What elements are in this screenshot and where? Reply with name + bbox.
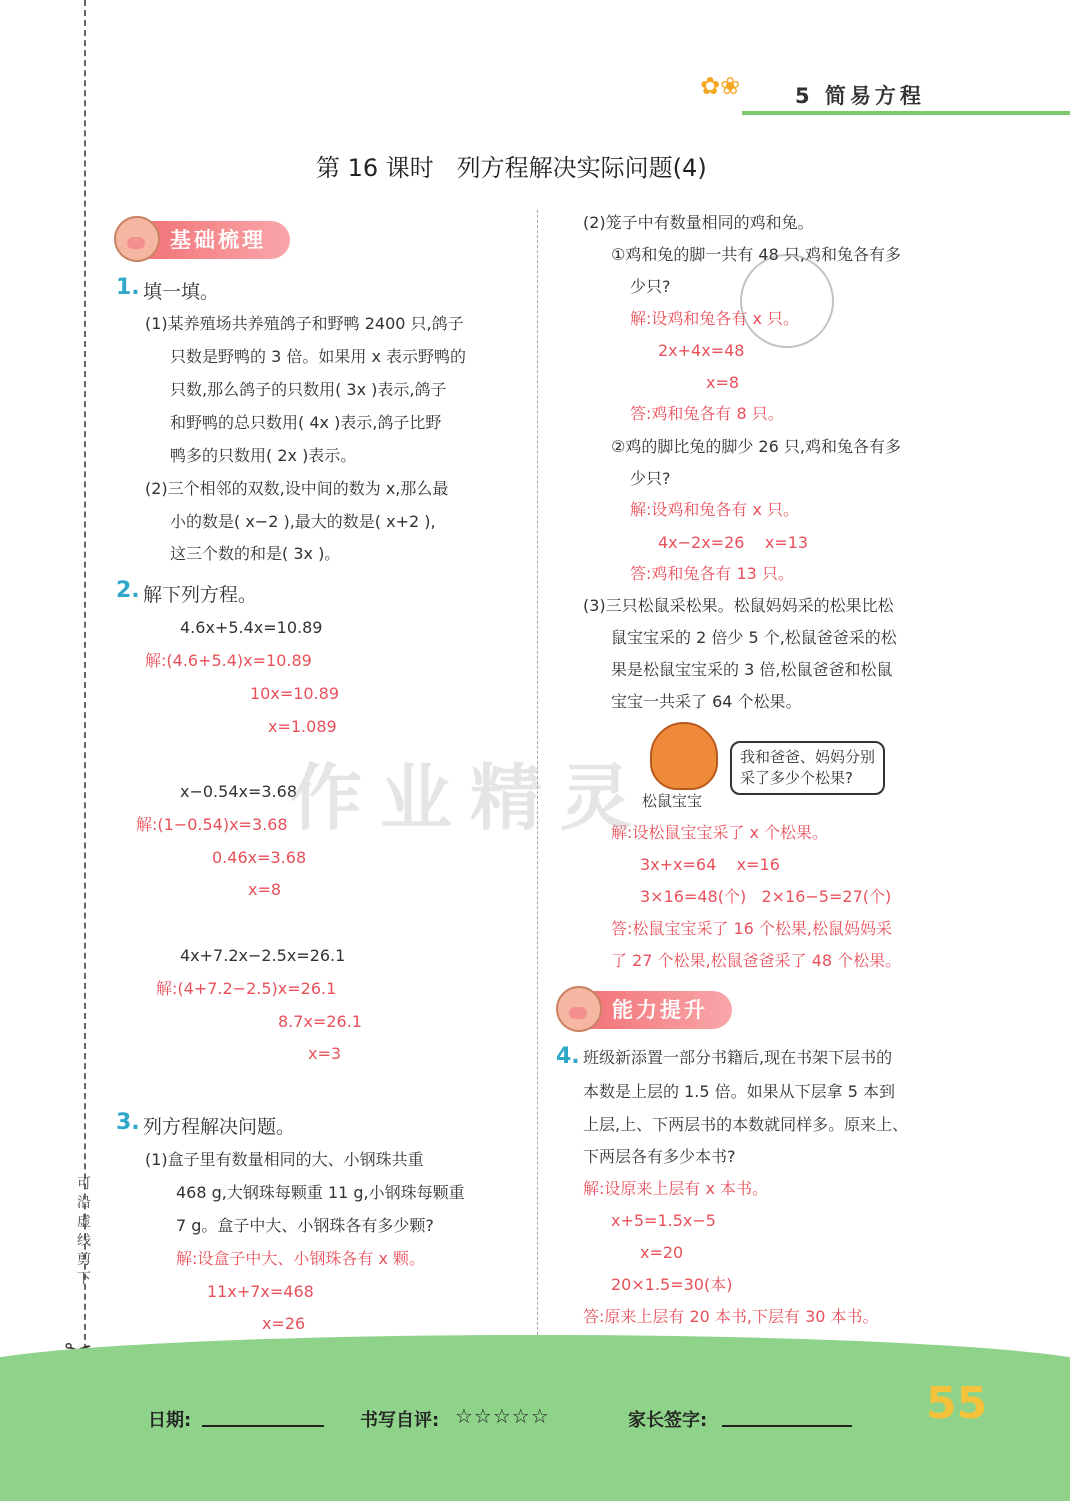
solution-step: 解:设盒子中大、小钢珠各有 x 颗。 — [176, 1249, 426, 1268]
q3-title: 列方程解决问题。 — [143, 1116, 296, 1138]
solution-step: 3×16=48(个) 2×16−5=27(个) — [640, 887, 892, 906]
q4-text: 班级新添置一部分书籍后,现在书架下层书的 — [583, 1048, 893, 1067]
q3-number: 3. — [116, 1110, 140, 1135]
solution-step: x=8 — [248, 880, 282, 899]
header-rule — [742, 111, 1070, 115]
solution-step: 20×1.5=30(本) — [611, 1275, 733, 1294]
q4-text: 下两层各有多少本书? — [583, 1147, 736, 1166]
page-number: 55 — [926, 1378, 988, 1429]
solution-step: 解:设原来上层有 x 本书。 — [583, 1179, 769, 1198]
equation: x−0.54x=3.68 — [180, 782, 297, 801]
q3-text: (2)笼子中有数量相同的鸡和兔。 — [583, 213, 814, 232]
section-advance: 能力提升 — [560, 991, 732, 1029]
q1-line: (2)三个相邻的双数,设中间的数为 x,那么最 — [145, 479, 449, 498]
solution-step: 10x=10.89 — [250, 684, 340, 703]
q4-text: 上层,上、下两层书的本数就同样多。原来上、 — [583, 1115, 909, 1134]
solution-step: 3x+x=64 x=16 — [640, 855, 780, 874]
solution-step: 解:(1−0.54)x=3.68 — [136, 815, 288, 834]
equation: 4x+7.2x−2.5x=26.1 — [180, 946, 346, 965]
q3-text: 鼠宝宝采的 2 倍少 5 个,松鼠爸爸采的松 — [611, 628, 897, 647]
q3-text: 少只? — [630, 469, 671, 488]
solution-step: 答:松鼠宝宝采了 16 个松果,松鼠妈妈采 — [611, 919, 893, 938]
solution-step: 答:鸡和兔各有 13 只。 — [630, 564, 794, 583]
q1-line: 和野鸭的总只数用( 4x )表示,鸽子比野 — [170, 413, 442, 432]
date-label: 日期: — [148, 1410, 192, 1431]
section-basic: 基础梳理 — [118, 221, 290, 259]
solution-step: x=3 — [308, 1044, 342, 1063]
q4-number: 4. — [556, 1044, 580, 1069]
q1-line: 小的数是( x−2 ),最大的数是( x+2 ), — [170, 512, 436, 531]
q3-text: 7 g。盒子中大、小钢珠各有多少颗? — [176, 1216, 434, 1235]
q3-text: 果是松鼠宝宝采的 3 倍,松鼠爸爸和松鼠 — [611, 660, 893, 679]
q3-text: ①鸡和兔的脚一共有 48 只,鸡和兔各有多 — [611, 245, 901, 264]
watermark: 作业精灵 — [290, 756, 651, 840]
page-title: 第 16 课时 列方程解决实际问题(4) — [316, 154, 707, 182]
squirrel-icon — [650, 722, 718, 790]
speech-bubble: 我和爸爸、妈妈分别 采了多少个松果? — [730, 741, 885, 795]
solution-step: 11x+7x=468 — [207, 1282, 314, 1301]
solution-step: 8.7x=26.1 — [278, 1012, 362, 1031]
watermark-stamp — [740, 254, 834, 348]
cut-line — [84, 0, 86, 1380]
date-field[interactable] — [202, 1425, 324, 1427]
solution-step: 2x+4x=48 — [658, 341, 745, 360]
q3-text: 宝宝一共采了 64 个松果。 — [611, 692, 802, 711]
q3-text: (3)三只松鼠采松果。松鼠妈妈采的松果比松 — [583, 596, 894, 615]
solution-step: 解:(4+7.2−2.5)x=26.1 — [156, 979, 337, 998]
solution-step: 了 27 个松果,松鼠爸爸采了 48 个松果。 — [611, 951, 902, 970]
equation: 4.6x+5.4x=10.89 — [180, 618, 323, 637]
solution-step: x=1.089 — [268, 717, 337, 736]
q1-number: 1. — [116, 275, 140, 300]
solution-step: x=26 — [262, 1314, 306, 1333]
q1-line: 这三个数的和是( 3x )。 — [170, 544, 341, 563]
q2-number: 2. — [116, 578, 140, 603]
rating-stars[interactable]: ☆☆☆☆☆ — [455, 1404, 550, 1428]
squirrel-label: 松鼠宝宝 — [642, 792, 703, 810]
self-eval-label: 书写自评: — [360, 1410, 440, 1431]
cut-instruction: 可 沿 虚 线 剪 下 — [77, 1176, 91, 1287]
q4-text: 本数是上层的 1.5 倍。如果从下层拿 5 本到 — [583, 1082, 895, 1101]
q1-line: 只数是野鸭的 3 倍。如果用 x 表示野鸭的 — [170, 347, 466, 366]
flower-decoration-icon: ✿❀ — [700, 72, 741, 100]
footer-wave — [0, 1335, 1070, 1405]
q1-line: 只数,那么鸽子的只数用( 3x )表示,鸽子 — [170, 380, 447, 399]
solution-step: x=20 — [640, 1243, 684, 1262]
solution-step: 0.46x=3.68 — [212, 848, 307, 867]
q3-text: ②鸡的脚比兔的脚少 26 只,鸡和兔各有多 — [611, 437, 901, 456]
pig-mascot-icon — [556, 986, 602, 1032]
solution-step: 解:设鸡和兔各有 x 只。 — [630, 500, 800, 519]
q1-line: (1)某养殖场共养殖鸽子和野鸭 2400 只,鸽子 — [145, 314, 464, 333]
solution-step: 解:设鸡和兔各有 x 只。 — [630, 309, 800, 328]
solution-step: 解:设松鼠宝宝采了 x 个松果。 — [611, 823, 829, 842]
solution-step: x+5=1.5x−5 — [611, 1211, 716, 1230]
solution-step: 解:(4.6+5.4)x=10.89 — [145, 651, 312, 670]
q3-text: 少只? — [630, 277, 671, 296]
chapter-title: 5 简易方程 — [795, 84, 925, 108]
parent-sign-field[interactable] — [722, 1425, 852, 1427]
q2-title: 解下列方程。 — [143, 584, 258, 606]
solution-step: x=8 — [706, 373, 740, 392]
q3-text: (1)盒子里有数量相同的大、小钢珠共重 — [145, 1150, 424, 1169]
q3-text: 468 g,大钢珠每颗重 11 g,小钢珠每颗重 — [176, 1183, 465, 1202]
solution-step: 4x−2x=26 x=13 — [658, 533, 809, 552]
solution-step: 答:鸡和兔各有 8 只。 — [630, 404, 784, 423]
solution-step: 答:原来上层有 20 本书,下层有 30 本书。 — [583, 1307, 879, 1326]
pig-mascot-icon — [114, 216, 160, 262]
q1-line: 鸭多的只数用( 2x )表示。 — [170, 446, 357, 465]
q1-title: 填一填。 — [143, 281, 220, 303]
parent-sign-label: 家长签字: — [628, 1410, 708, 1431]
footer-band — [0, 1365, 1070, 1501]
